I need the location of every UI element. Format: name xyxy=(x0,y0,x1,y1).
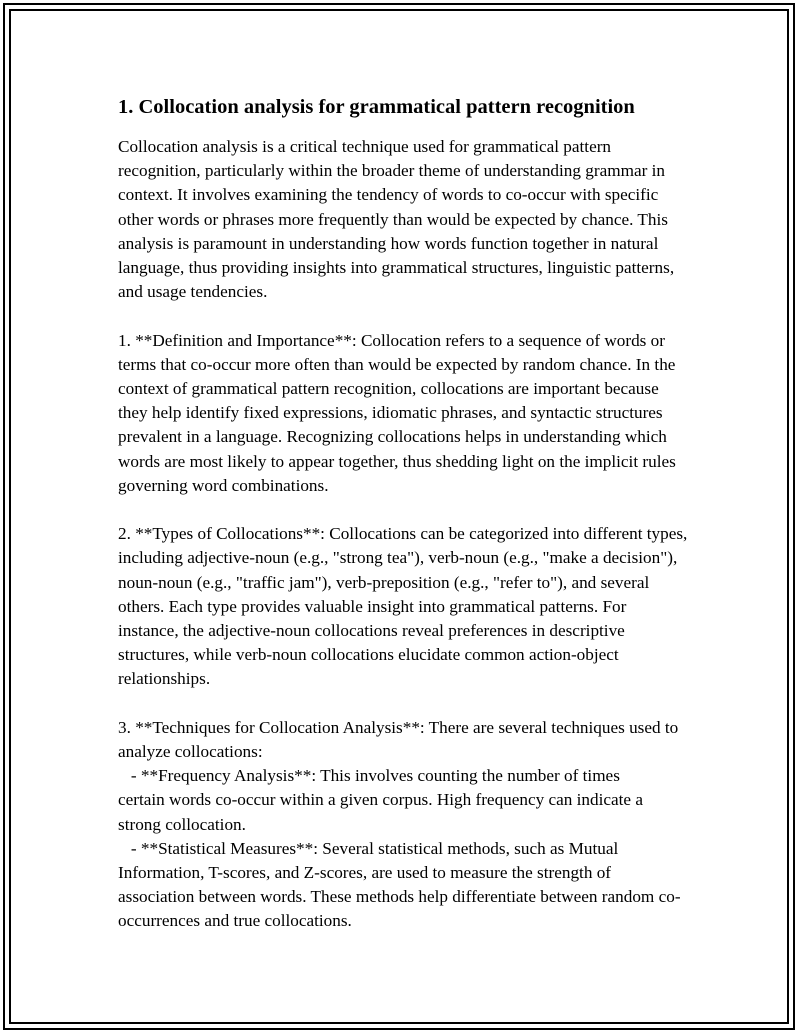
statistical-measures-first-line: - **Statistical Measures**: Several statistical methods, such as Mutual xyxy=(118,838,619,858)
definition-paragraph: 1. **Definition and Importance**: Collocation refers to a sequence of words or terms that co-occur more often than would be expected by random chance. In the context of grammatical pattern recognition, collocations are important because they help identify fixed expressions, idiomatic phrases, and syntactic structures prevalent in a language. Recognizing collocations helps in understanding which words are most likely to appear together, thus shedding light on the implicit rules governing word combinations. xyxy=(118,330,676,495)
section-heading: 1. Collocation analysis for grammatical pattern recognition xyxy=(118,96,635,118)
statistical-measures-rest: Information, T-scores, and Z-scores, are used to measure the strength of association between words. These methods help differentiate between random co-occurrences and true collocations. xyxy=(118,863,681,931)
techniques-intro: 3. **Techniques for Collocation Analysis**: There are several techniques used to analyze collocations: xyxy=(118,717,679,762)
frequency-analysis-item xyxy=(118,764,688,837)
frequency-analysis-rest: certain words co-occur within a given corpus. High frequency can indicate a strong collocation. xyxy=(118,790,643,834)
intro-paragraph: Collocation analysis is a critical technique used for grammatical pattern recognition, particularly within the broader theme of understanding grammar in context. It involves examining the tendency of words to co-occur with specific other words or phrases more frequently than would be expected by chance. This analysis is paramount in understanding how words function together in natural language, thus providing insights into grammatical structures, linguistic patterns, and usage tendencies. xyxy=(118,137,675,302)
frequency-analysis-first-line: - **Frequency Analysis**: This involves counting the number of times xyxy=(118,766,620,786)
document-body xyxy=(118,94,688,934)
statistical-measures-item xyxy=(118,837,688,934)
techniques-section xyxy=(118,716,688,934)
types-paragraph: 2. **Types of Collocations**: Collocations can be categorized into different types, including adjective-noun (e.g., "strong tea"), verb-noun (e.g., "make a decision"), noun-noun (e.g., "traffic jam"), verb-preposition (e.g., "refer to"), and several others. Each type provides valuable insight into grammatical patterns. For instance, the adjective-noun collocations reveal preferences in descriptive structures, while verb-noun collocations elucidate common action-object relationships. xyxy=(118,524,688,689)
